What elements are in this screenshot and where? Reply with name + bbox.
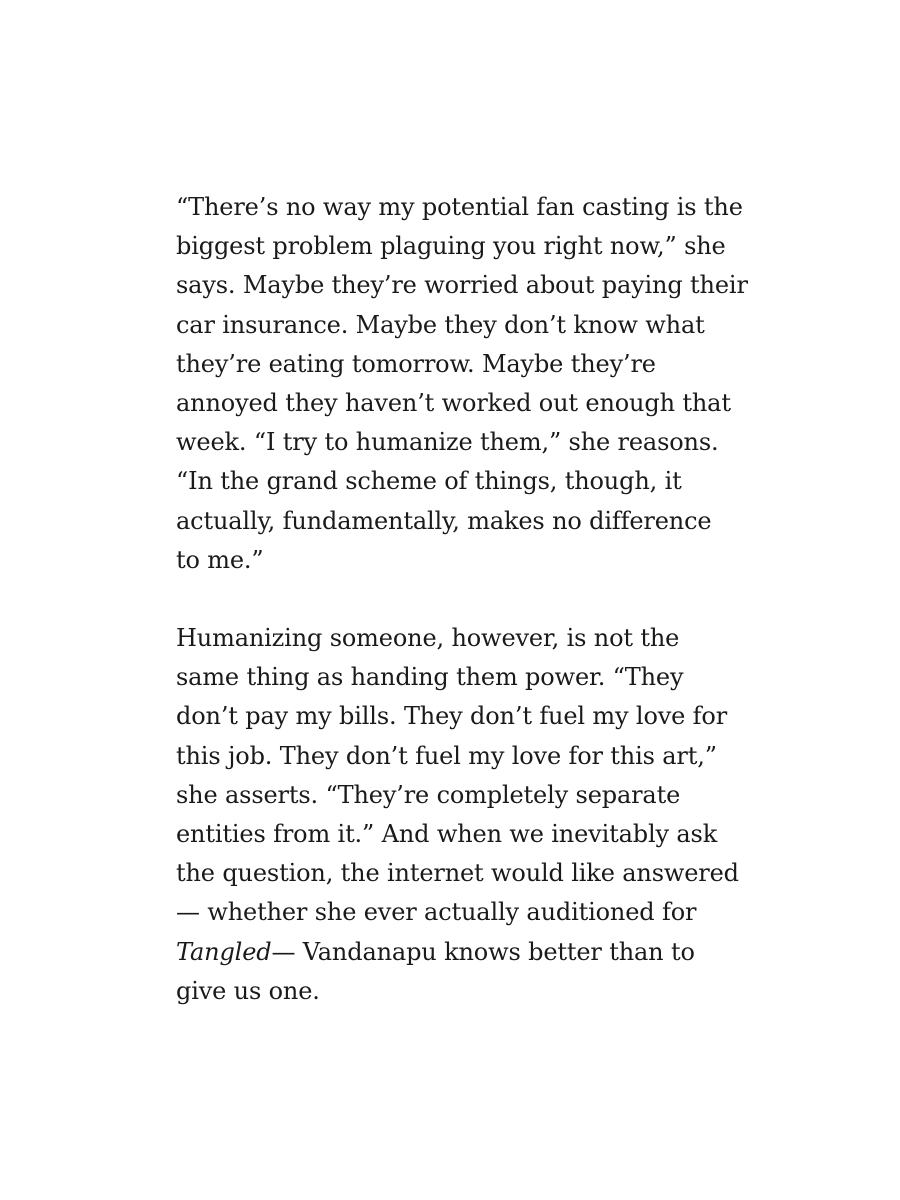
text-line: car insurance. Maybe they don’t know what <box>176 310 705 339</box>
article-body <box>176 188 748 1011</box>
text-line: this job. They don’t fuel my love for this art,” <box>176 741 717 770</box>
film-title: Tangled <box>176 937 272 966</box>
text-line: annoyed they haven’t worked out enough that <box>176 389 731 418</box>
text-line: entities from it.” And when we inevitably ask <box>176 820 718 849</box>
text-line: actually, fundamentally, makes no difference <box>176 506 712 535</box>
text-line: give us one. <box>176 976 320 1005</box>
paragraph-2 <box>176 619 739 1011</box>
text-line: same thing as handing them power. “They <box>176 663 684 692</box>
text-line: week. “I try to humanize them,” she reasons. <box>176 428 719 457</box>
text-line: don’t pay my bills. They don’t fuel my love for <box>176 702 728 731</box>
text-line: “There’s no way my potential fan casting is the <box>176 193 743 221</box>
text-line: she asserts. “They’re completely separate <box>176 780 681 809</box>
text-line: says. Maybe they’re worried about paying their <box>176 271 748 300</box>
paragraph-1 <box>176 188 748 580</box>
text-line: the question, the internet would like answered <box>176 859 739 888</box>
text-line-remainder: — Vandanapu knows better than to <box>271 937 695 966</box>
text-line: they’re eating tomorrow. Maybe they’re <box>176 349 656 378</box>
text-line: to me.” <box>176 545 264 574</box>
text-line: — whether she ever actually auditioned for <box>176 898 697 927</box>
text-line <box>176 933 736 972</box>
text-line: biggest problem plaguing you right now,” she <box>176 232 726 261</box>
text-line: “In the grand scheme of things, though, it <box>176 467 682 496</box>
text-line: Humanizing someone, however, is not the <box>176 624 680 653</box>
